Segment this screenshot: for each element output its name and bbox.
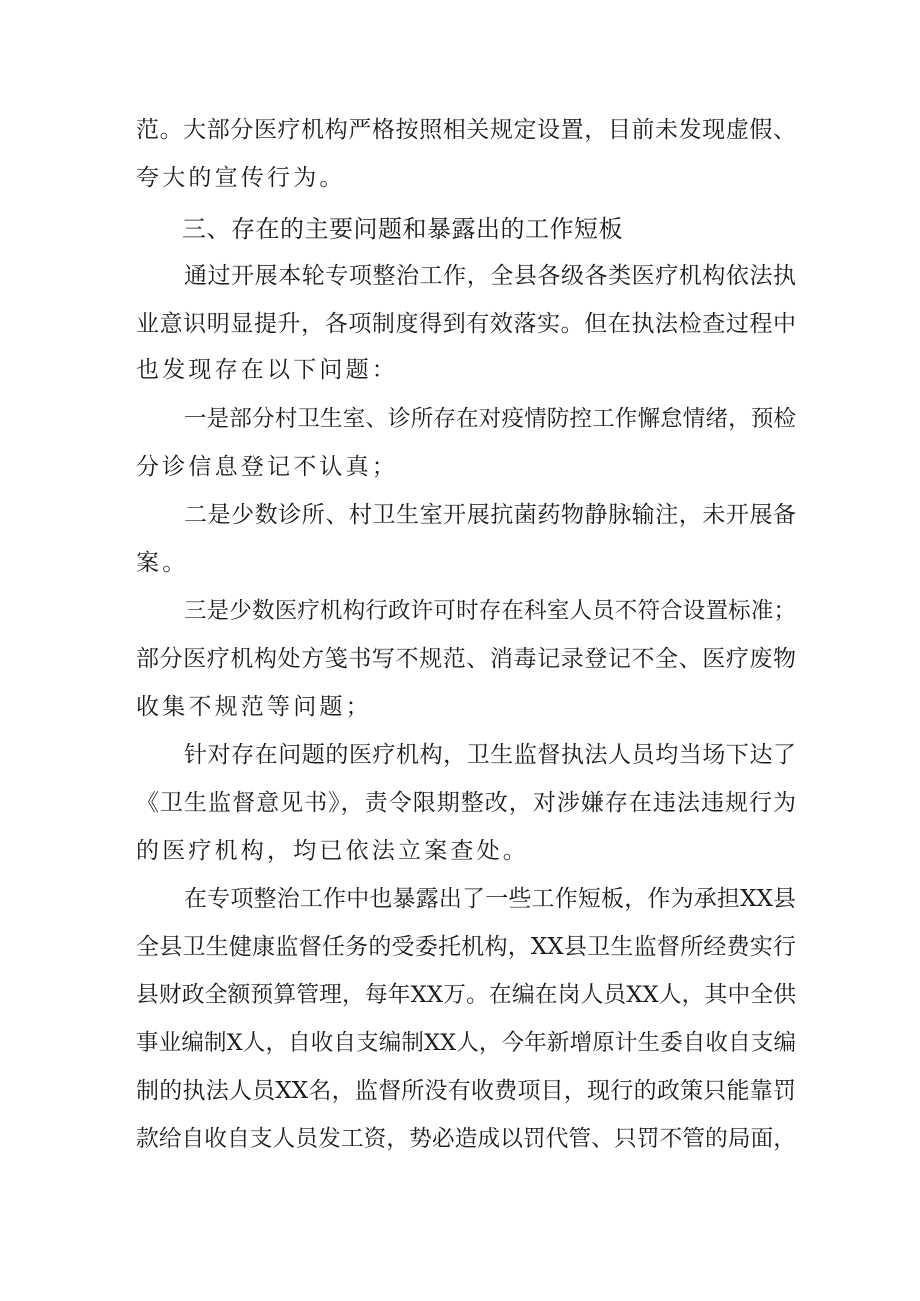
paragraph-line: 《卫生监督意见书》，责令限期整改，对涉嫌存在违法违规行为 (136, 790, 796, 816)
paragraph-line: 针对存在问题的医疗机构，卫生监督执法人员均当场下达了 (184, 742, 796, 768)
paragraph-line: 三是少数医疗机构行政许可时存在科室人员不符合设置标准； (184, 598, 796, 624)
paragraph-line: 案。 (136, 550, 189, 576)
paragraph-line: 部分医疗机构处方笺书写不规范、消毒记录登记不全、医疗废物 (136, 646, 796, 672)
paragraph-line: 全县卫生健康监督任务的受委托机构，XX县卫生监督所经费实行 (136, 934, 796, 960)
paragraph-line: 的医疗机构，均已依法立案查处。 (136, 838, 529, 864)
section-heading: 三、存在的主要问题和暴露出的工作短板 (182, 215, 623, 243)
paragraph-line: 也发现存在以下问题： (136, 357, 398, 383)
paragraph-line: 范。大部分医疗机构严格按照相关规定设置，目前未发现虚假、 (136, 117, 796, 143)
paragraph-line: 事业编制X人，自收自支编制XX人，今年新增原计生委自收自支编 (136, 1030, 796, 1056)
paragraph-line: 夸大的宣传行为。 (136, 165, 346, 191)
paragraph-line: 业意识明显提升，各项制度得到有效落实。但在执法检查过程中 (136, 311, 796, 337)
paragraph-line: 通过开展本轮专项整治工作，全县各级各类医疗机构依法执 (184, 263, 796, 289)
paragraph-line: 二是少数诊所、村卫生室开展抗菌药物静脉输注，未开展备 (184, 502, 796, 528)
paragraph-line: 款给自收自支人员发工资，势必造成以罚代管、只罚不管的局面， (136, 1126, 796, 1152)
paragraph-line: 分诊信息登记不认真； (136, 454, 398, 480)
paragraph-line: 县财政全额预算管理，每年XX万。在编在岗人员XX人，其中全供 (136, 982, 796, 1008)
paragraph-line: 制的执法人员XX名，监督所没有收费项目，现行的政策只能靠罚 (136, 1078, 796, 1104)
paragraph-line: 收集不规范等问题； (136, 694, 372, 720)
paragraph-line: 一是部分村卫生室、诊所存在对疫情防控工作懈怠情绪，预检 (184, 406, 796, 432)
paragraph-line: 在专项整治工作中也暴露出了一些工作短板，作为承担XX县 (184, 886, 796, 912)
